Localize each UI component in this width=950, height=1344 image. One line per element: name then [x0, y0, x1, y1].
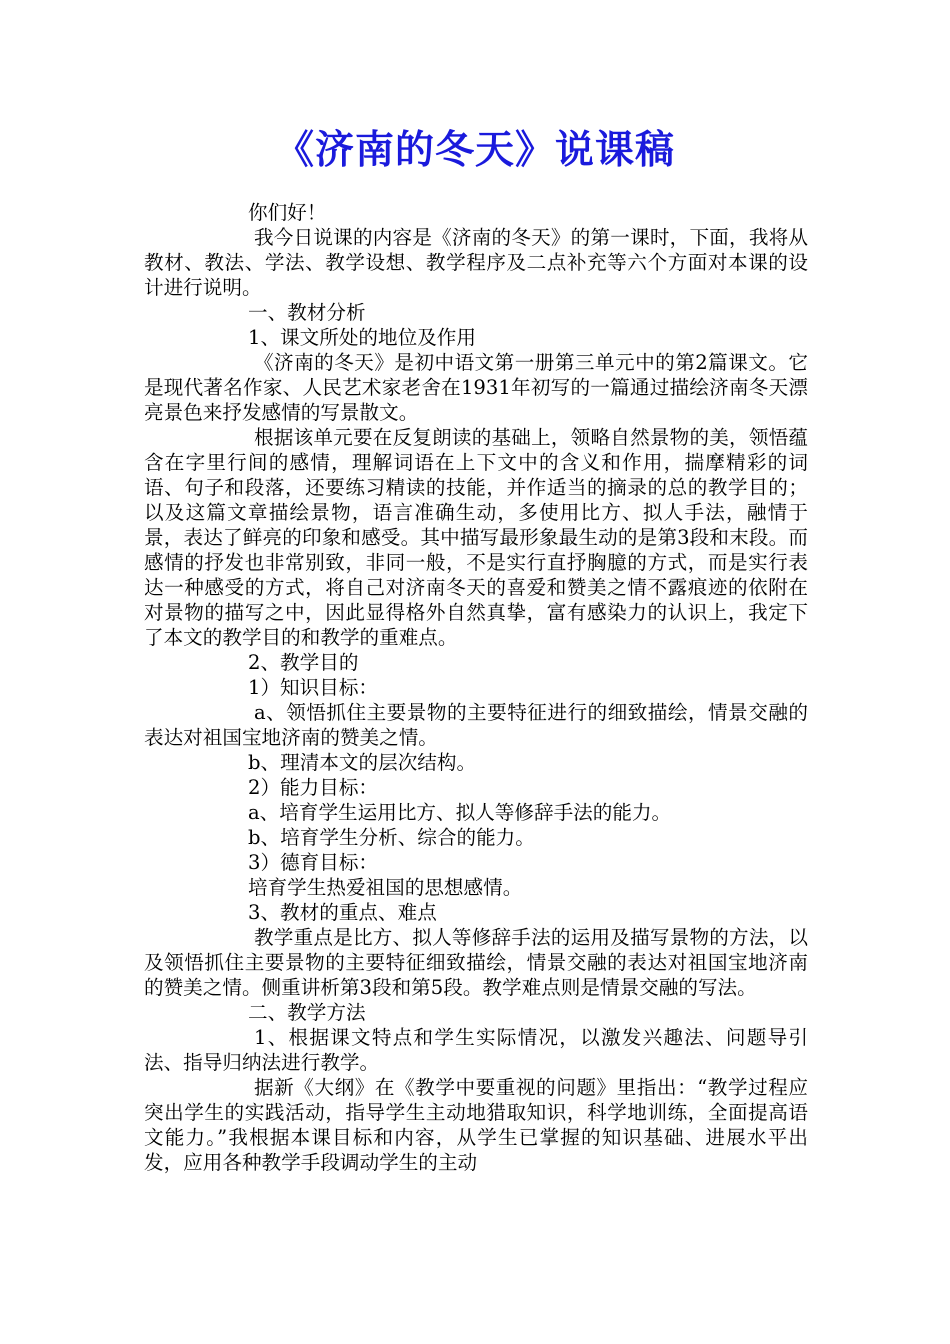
paragraph: [144, 350, 808, 425]
paragraph-text: 1、根据课文特点和学生实际情况，以激发兴趣法、问题导引法、指导归纳法进行教学。: [144, 1026, 808, 1074]
paragraph-text: 教学重点是比方、拟人等修辞手法的运用及描写景物的方法，以及领悟抓住主要景物的主要特征细致描绘，情景交融的表达对祖国宝地济南的赞美之情。侧重讲析第3段和第5段。教学难点则是情景交融的写法。: [144, 926, 808, 999]
paragraph: [144, 325, 808, 350]
paragraph-text: 一、教材分析: [248, 301, 366, 324]
paragraph-text: 《济南的冬天》是初中语文第一册第三单元中的第2篇课文。它是现代著名作家、人民艺术家老舍在1931年初写的一篇通过描绘济南冬天漂亮景色来抒发感情的写景散文。: [144, 351, 808, 424]
paragraph-text: 我今日说课的内容是《济南的冬天》的第一课时，下面，我将从教材、教法、学法、教学设想、教学程序及二点补充等六个方面对本课的设计进行说明。: [144, 226, 808, 299]
paragraph-text: a、领悟抓住主要景物的主要特征进行的细致描绘，情景交融的表达对祖国宝地济南的赞美之情。: [144, 701, 808, 749]
paragraph-text: 培育学生热爱祖国的思想感情。: [248, 876, 523, 899]
paragraph-text: 二、教学方法: [248, 1001, 366, 1024]
paragraph: [144, 675, 808, 700]
paragraph: [144, 925, 808, 1000]
paragraph: [144, 875, 808, 900]
paragraph: [144, 900, 808, 925]
paragraph: [144, 1075, 808, 1175]
paragraph: [144, 800, 808, 825]
paragraph-text: 3）德育目标：: [248, 851, 379, 874]
paragraph: [144, 200, 808, 225]
paragraph-text: b、理清本文的层次结构。: [248, 751, 477, 774]
paragraph-text: 1、课文所处的地位及作用: [248, 326, 476, 349]
paragraph: [144, 650, 808, 675]
paragraph-text: 2）能力目标：: [248, 776, 379, 799]
paragraph: [144, 425, 808, 650]
document-title: 《济南的冬天》说课稿: [274, 127, 675, 173]
paragraph: [144, 300, 808, 325]
paragraph-text: 根据该单元要在反复朗读的基础上，领略自然景物的美，领悟蕴含在字里行间的感情，理解词语在上下文中的含义和作用，揣摩精彩的词语、句子和段落，还要练习精读的技能，并作适当的摘录的总的教学目的；以及这篇文章描绘景物，语言准确生动，多使用比方、拟人手法，融情于景，表达了鲜亮的印象和感受。其中描写最形象最生动的是第3段和末段。而感情的抒发也非常别致，非同一般，不是实行直抒胸臆的方式，而是实行表达一种感受的方式，将自己对济南冬天的喜爱和赞美之情不露痕迹的依附在对景物的描写之中，因此显得格外自然真挚，富有感染力的认识上，我定下了本文的教学目的和教学的重难点。: [144, 426, 808, 649]
paragraph: [144, 1025, 808, 1075]
paragraph-text: 1）知识目标：: [248, 676, 379, 699]
paragraph-text: 3、教材的重点、难点: [248, 901, 437, 924]
paragraph: [144, 850, 808, 875]
paragraph-text: 2、教学目的: [248, 651, 359, 674]
paragraph: [144, 775, 808, 800]
paragraph: [144, 700, 808, 750]
paragraph: [144, 225, 808, 300]
paragraph-text: b、培育学生分析、综合的能力。: [248, 826, 535, 849]
document-body: [144, 200, 808, 1175]
paragraph: [144, 1000, 808, 1025]
paragraph-text: 你们好！: [248, 201, 327, 224]
paragraph: [144, 750, 808, 775]
paragraph: [144, 825, 808, 850]
paragraph-text: 据新《大纲》在《教学中要重视的问题》里指出：“教学过程应突出学生的实践活动，指导学生主动地猎取知识，科学地训练，全面提高语文能力。”我根据本课目标和内容，从学生已掌握的知识基础、进展水平出发，应用各种教学手段调动学生的主动: [144, 1076, 808, 1174]
paragraph-text: a、培育学生运用比方、拟人等修辞手法的能力。: [248, 801, 672, 824]
